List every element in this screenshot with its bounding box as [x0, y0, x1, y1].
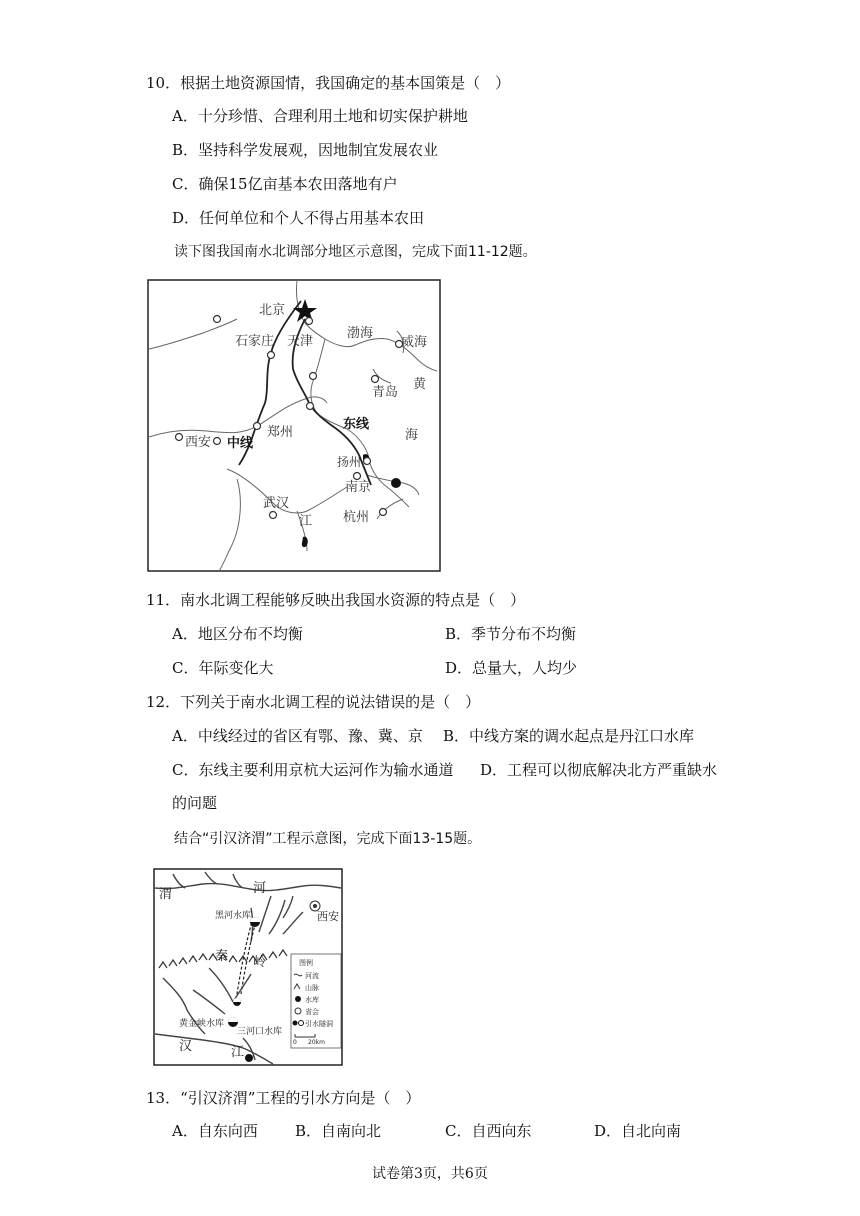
legend-title: 图例	[299, 959, 313, 967]
label-weihai: 威海	[401, 335, 428, 350]
label-east-route: 东线	[343, 417, 370, 432]
q12-option-b: B．中线方案的调水起点是丹江口水库	[443, 727, 695, 745]
label-bohai: 渤海	[347, 326, 374, 341]
label-he: 河	[253, 881, 267, 896]
label-wuhan: 武汉	[263, 496, 290, 511]
label-qin: 秦	[215, 949, 229, 964]
q10-option-a: A．十分珍惜、合理利用土地和切实保护耕地	[172, 107, 468, 125]
label-map2-xian: 西安	[317, 910, 339, 923]
map2-lead-text: 结合“引汉济渭”工程示意图，完成下面13-15题。	[174, 831, 482, 847]
q13-option-c: C．自西向东	[445, 1122, 532, 1140]
q10-stem: 10．根据土地资源国情，我国确定的基本国策是（ ）	[146, 74, 511, 92]
legend-mountain: 山脉	[305, 984, 319, 992]
legend-reservoir: 水库	[305, 996, 319, 1004]
q12-option-d: D．工程可以彻底解决北方严重缺水	[480, 761, 718, 779]
label-sanhekou-reservoir: 三河口水库	[237, 1027, 283, 1037]
label-central-route: 中线	[227, 436, 254, 451]
q12-option-d-continued: 的问题	[172, 794, 218, 812]
label-tianjin: 天津	[287, 334, 314, 349]
q13-stem: 13．“引汉济渭”工程的引水方向是（ ）	[146, 1089, 421, 1107]
q12-stem: 12．下列关于南水北调工程的说法错误的是（ ）	[146, 693, 481, 711]
q13-option-b: B．自南向北	[295, 1122, 382, 1140]
map1-lead-text: 读下图我国南水北调部分地区示意图，完成下面11-12题。	[174, 244, 537, 260]
label-nanjing: 南京	[345, 480, 372, 495]
q11-option-d: D．总量大，人均少	[445, 659, 578, 677]
legend-capital: 省会	[305, 1008, 319, 1016]
q12-option-c: C．东线主要利用京杭大运河作为输水通道	[172, 761, 454, 779]
label-hai: 海	[405, 428, 419, 443]
label-xian: 西安	[185, 435, 212, 450]
page-footer: 试卷第3页，共6页	[372, 1166, 488, 1182]
q12-option-a: A．中线经过的省区有鄂、豫、冀、京	[172, 727, 423, 745]
label-huangjinxia-reservoir: 黄金峡水库	[179, 1019, 225, 1029]
label-zhengzhou: 郑州	[267, 425, 294, 440]
map2-legend	[291, 954, 341, 1048]
label-ling: 岭	[253, 955, 267, 970]
south-north-water-diversion-map	[147, 279, 441, 572]
label-jiang: 江	[299, 514, 313, 529]
label-qingdao: 青岛	[372, 385, 399, 400]
label-shijiazhuang: 石家庄	[235, 334, 275, 349]
q11-option-a: A．地区分布不均衡	[172, 625, 303, 643]
label-beijing: 北京	[259, 303, 286, 318]
han-to-wei-diversion-map	[153, 868, 343, 1066]
q11-option-b: B．季节分布不均衡	[445, 625, 577, 643]
label-huang: 黄	[413, 377, 427, 392]
q10-option-b: B．坚持科学发展观，因地制宜发展农业	[172, 141, 439, 159]
legend-scale-zero: 0	[293, 1039, 297, 1046]
label-hangzhou: 杭州	[343, 510, 370, 525]
label-heihe-reservoir: 黑河水库	[215, 911, 252, 921]
q11-option-c: C．年际变化大	[172, 659, 274, 677]
q13-option-d: D．自北向南	[594, 1122, 682, 1140]
legend-river: 河流	[305, 972, 319, 980]
legend-tunnel: 引水隧洞	[305, 1020, 333, 1028]
q10-option-c: C．确保15亿亩基本农田落地有户	[172, 175, 398, 193]
label-wei: 渭	[159, 887, 173, 902]
q11-stem: 11．南水北调工程能够反映出我国水资源的特点是（ ）	[146, 591, 526, 609]
label-map2-jiang: 江	[231, 1045, 245, 1060]
label-han: 汉	[179, 1039, 193, 1054]
q13-option-a: A．自东向西	[172, 1122, 258, 1140]
q10-option-d: D．任何单位和个人不得占用基本农田	[172, 209, 425, 227]
label-yangzhou: 扬州	[337, 455, 362, 469]
legend-scale-km: 20km	[308, 1039, 325, 1046]
